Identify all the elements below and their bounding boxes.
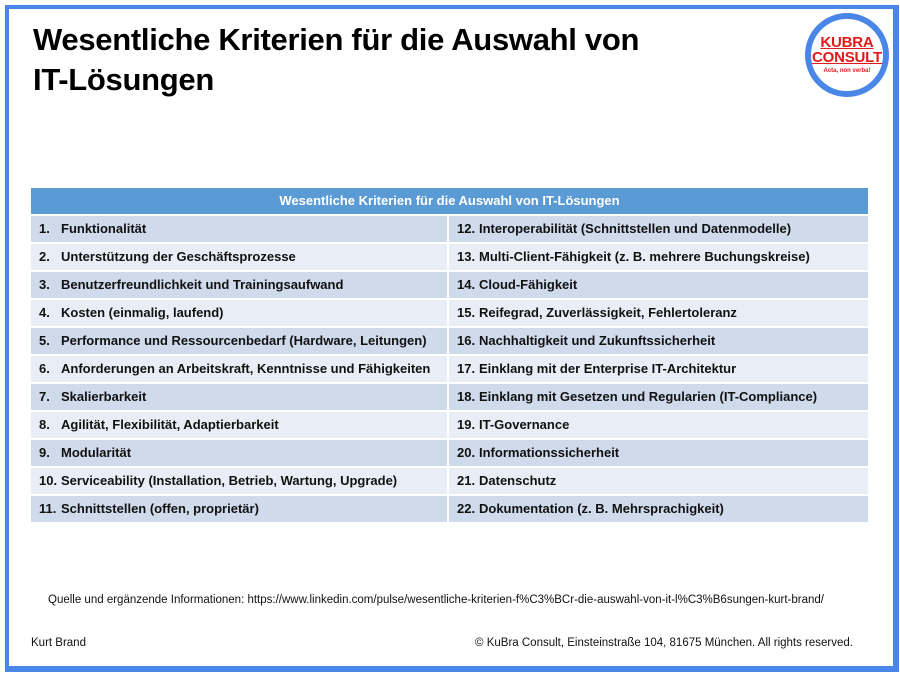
criterion-number: 21. (457, 473, 476, 488)
criterion-number: 1. (39, 221, 50, 236)
criterion-label: Multi-Client-Fähigkeit (z. B. mehrere Buchungskreise) (479, 249, 810, 264)
criterion-label: Skalierbarkeit (61, 389, 147, 404)
criterion-cell-right (449, 244, 868, 270)
criterion-label: Interoperabilität (Schnittstellen und Datenmodelle) (479, 221, 792, 236)
criteria-table (31, 188, 868, 524)
criterion-label: Reifegrad, Zuverlässigkeit, Fehlertoleranz (479, 305, 737, 320)
criterion-cell-left (31, 300, 449, 326)
criterion-cell-left (31, 496, 449, 522)
criterion-number: 7. (39, 389, 50, 404)
criterion-label: Funktionalität (61, 221, 147, 236)
table-row (31, 440, 868, 468)
table-row (31, 244, 868, 272)
criterion-number: 12. (457, 221, 476, 236)
criterion-label: Kosten (einmalig, laufend) (61, 305, 224, 320)
criterion-label: Anforderungen an Arbeitskraft, Kenntnisse und Fähigkeiten (61, 361, 431, 376)
criterion-number: 13. (457, 249, 476, 264)
logo-tagline: Acta, non verba! (823, 67, 871, 74)
author-name: Kurt Brand (31, 637, 86, 649)
criterion-label: Datenschutz (479, 473, 557, 488)
criterion-label: Agilität, Flexibilität, Adaptierbarkeit (61, 417, 279, 432)
criterion-number: 9. (39, 445, 50, 460)
criterion-label: IT-Governance (479, 417, 570, 432)
criterion-cell-left (31, 468, 449, 494)
criterion-label: Einklang mit der Enterprise IT-Architektur (479, 361, 737, 376)
criterion-cell-left (31, 384, 449, 410)
title-line-1: Wesentliche Kriterien für die Auswahl von (33, 22, 640, 57)
copyright-notice: © KuBra Consult, Einsteinstraße 104, 81675 München. All rights reserved. (475, 637, 853, 649)
criterion-cell-right (449, 272, 868, 298)
table-row (31, 384, 868, 412)
criterion-number: 3. (39, 277, 50, 292)
table-body (31, 216, 868, 524)
criterion-number: 11. (39, 501, 57, 516)
criterion-number: 22. (457, 501, 476, 516)
criterion-number: 20. (457, 445, 476, 460)
table-row (31, 272, 868, 300)
criterion-number: 17. (457, 361, 476, 376)
criterion-cell-right (449, 300, 868, 326)
criterion-cell-left (31, 272, 449, 298)
table-row (31, 300, 868, 328)
table-row (31, 468, 868, 496)
criterion-cell-right (449, 216, 868, 242)
criterion-label: Unterstützung der Geschäftsprozesse (61, 249, 296, 264)
table-header: Wesentliche Kriterien für die Auswahl von IT-Lösungen (31, 188, 868, 216)
criterion-label: Performance und Ressourcenbedarf (Hardware, Leitungen) (61, 333, 427, 348)
criterion-cell-left (31, 356, 449, 382)
criterion-number: 15. (457, 305, 476, 320)
criterion-cell-left (31, 440, 449, 466)
criterion-cell-left (31, 216, 449, 242)
logo-line-2: CONSULT (812, 48, 882, 66)
criterion-cell-left (31, 328, 449, 354)
criterion-cell-left (31, 244, 449, 270)
criterion-cell-right (449, 328, 868, 354)
criterion-number: 5. (39, 333, 50, 348)
source-note: Quelle und ergänzende Informationen: https://www.linkedin.com/pulse/wesentliche-kriterien-f%C3%BCr-die-auswahl-von-it-l%C3%B6sungen-kurt-brand/ (48, 594, 824, 606)
criterion-cell-right (449, 440, 868, 466)
criterion-number: 19. (457, 417, 476, 432)
criterion-number: 6. (39, 361, 50, 376)
criterion-cell-left (31, 412, 449, 438)
criterion-label: Schnittstellen (offen, proprietär) (61, 501, 259, 516)
kubra-consult-logo (805, 13, 889, 97)
criterion-number: 8. (39, 417, 50, 432)
title-line-2: IT-Lösungen (33, 62, 214, 97)
criterion-number: 14. (457, 277, 476, 292)
criterion-label: Informationssicherheit (479, 445, 620, 460)
criterion-label: Einklang mit Gesetzen und Regularien (IT-Compliance) (479, 389, 818, 404)
criterion-number: 4. (39, 305, 50, 320)
criterion-cell-right (449, 496, 868, 522)
table-row (31, 216, 868, 244)
criterion-label: Benutzerfreundlichkeit und Trainingsaufwand (61, 277, 344, 292)
criterion-cell-right (449, 468, 868, 494)
page-title (33, 20, 753, 100)
criterion-cell-right (449, 356, 868, 382)
table-row (31, 356, 868, 384)
table-row (31, 412, 868, 440)
criterion-label: Dokumentation (z. B. Mehrsprachigkeit) (479, 501, 724, 516)
criterion-cell-right (449, 384, 868, 410)
criterion-cell-right (449, 412, 868, 438)
criterion-label: Nachhaltigkeit und Zukunftssicherheit (479, 333, 716, 348)
criterion-label: Serviceability (Installation, Betrieb, Wartung, Upgrade) (61, 473, 398, 488)
criterion-number: 10. (39, 473, 58, 488)
criterion-number: 16. (457, 333, 476, 348)
table-row (31, 496, 868, 524)
criterion-number: 2. (39, 249, 50, 264)
table-row (31, 328, 868, 356)
criterion-number: 18. (457, 389, 476, 404)
criterion-label: Cloud-Fähigkeit (479, 277, 578, 292)
criterion-label: Modularität (61, 445, 132, 460)
logo-line-1: KUBRA (820, 33, 874, 51)
